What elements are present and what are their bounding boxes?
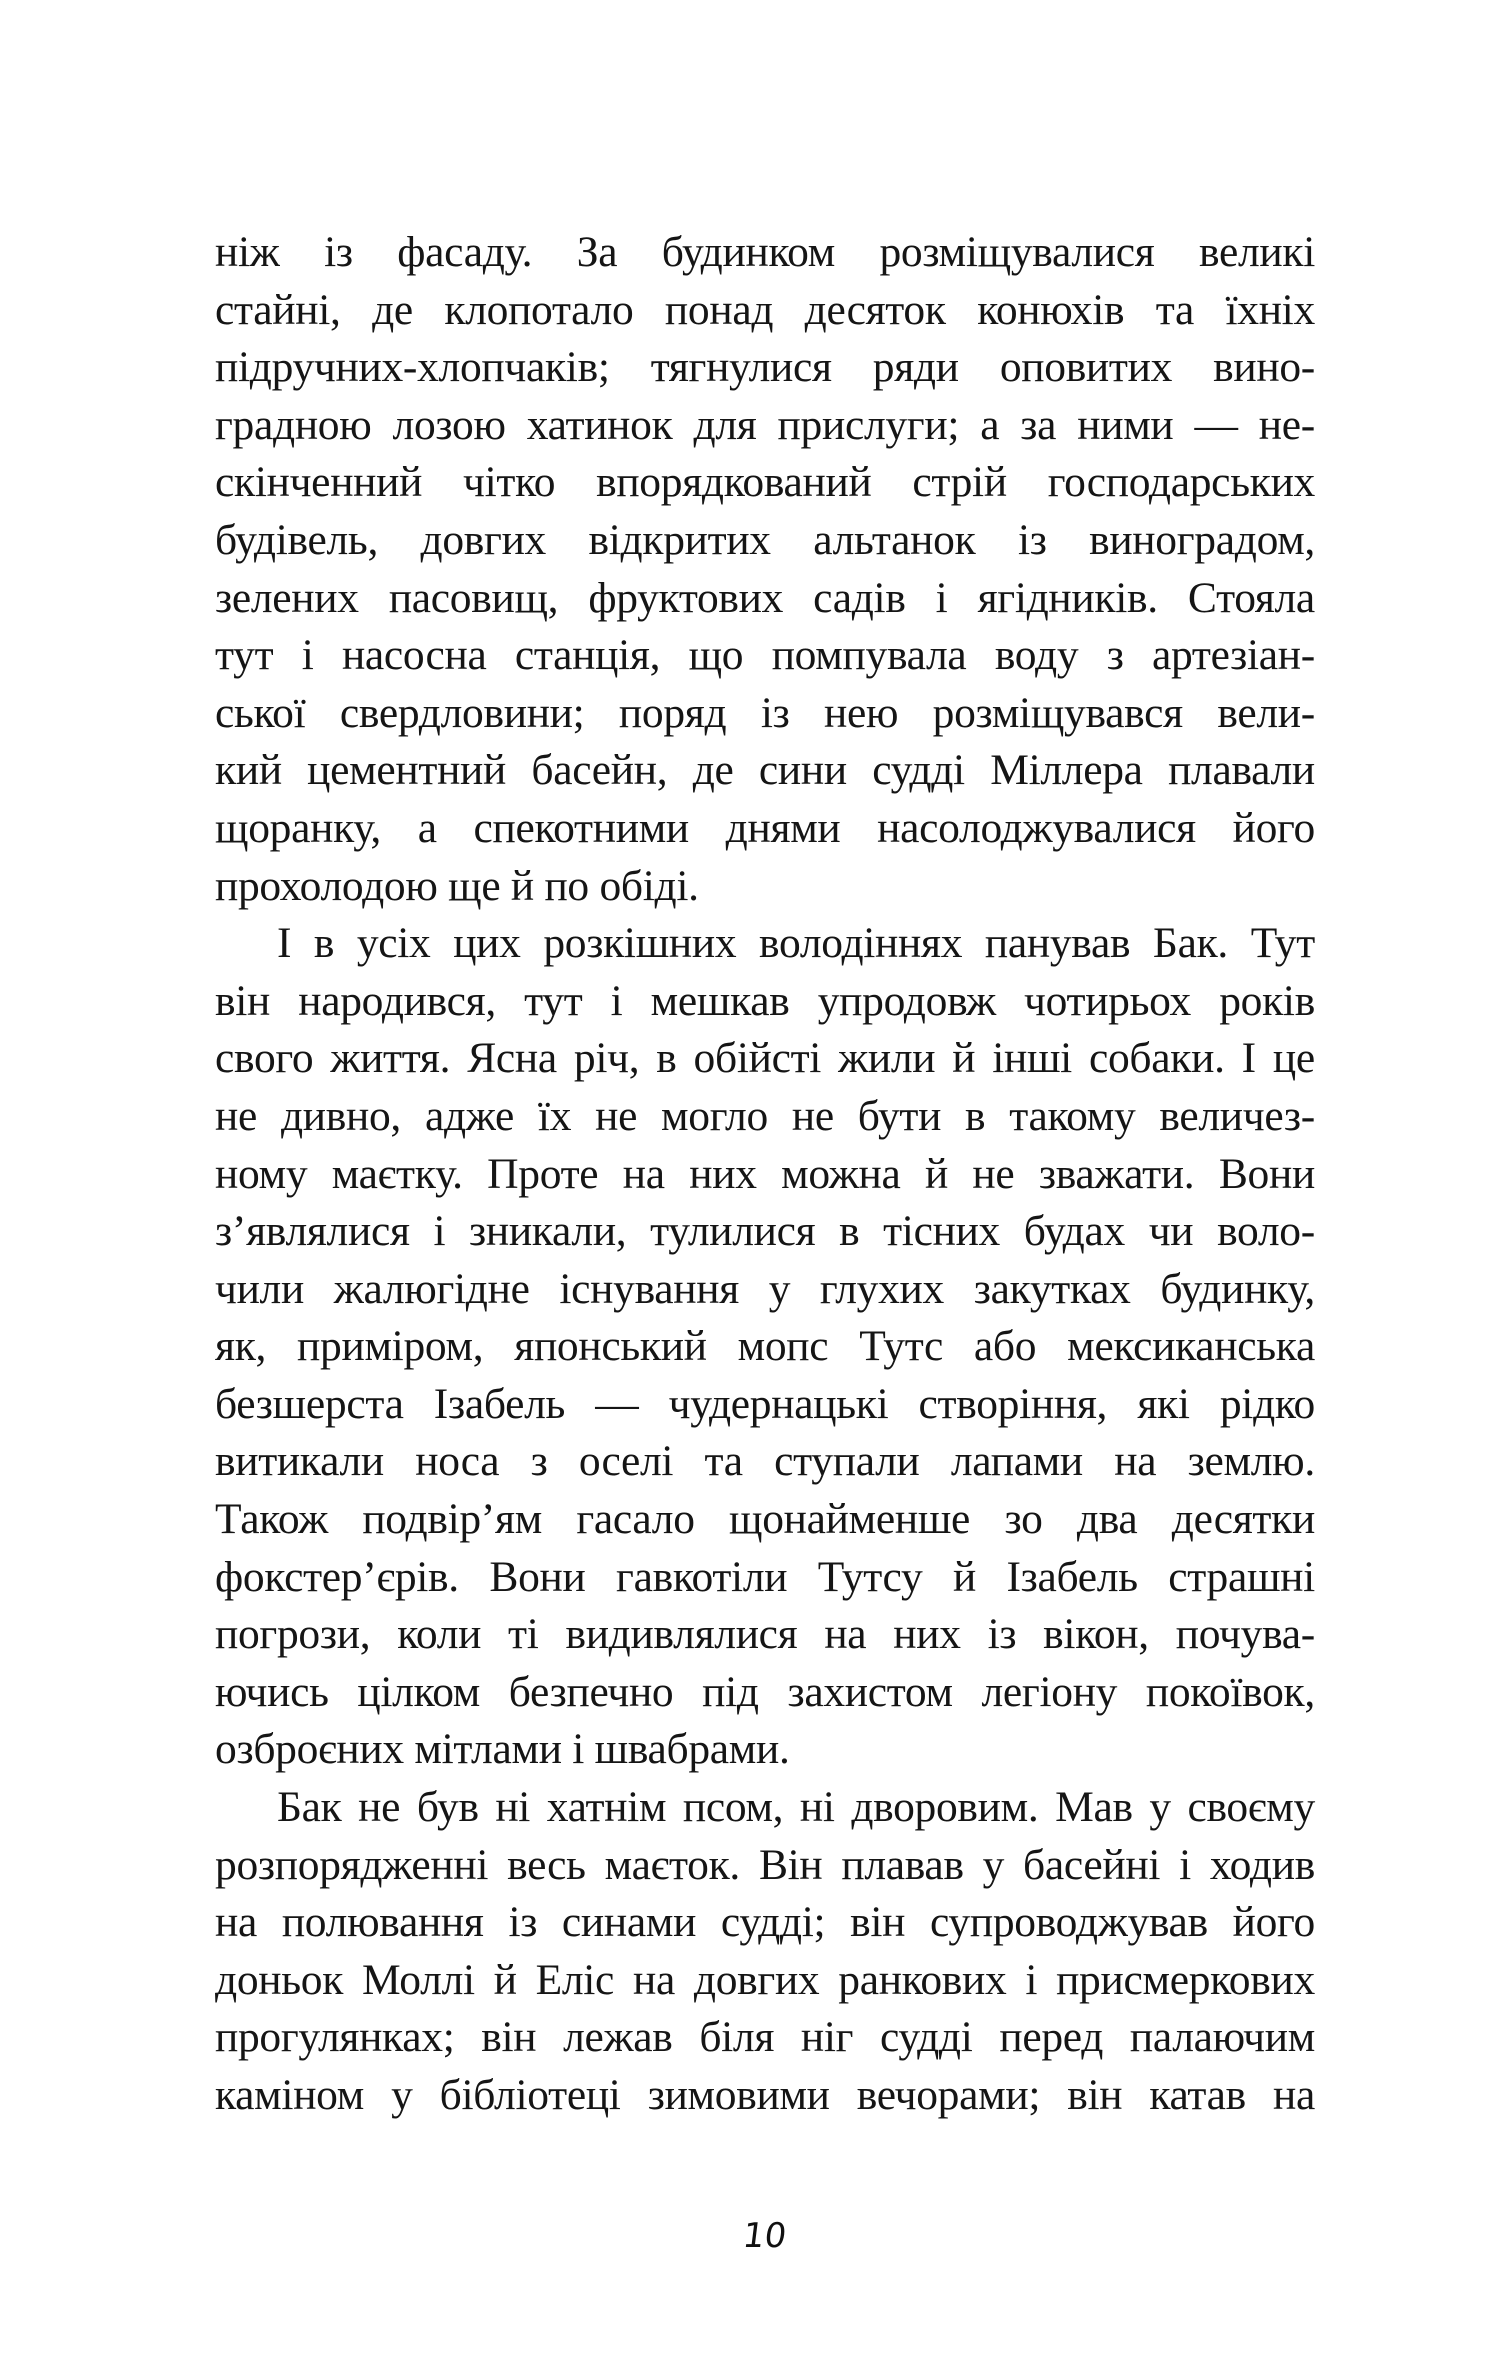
- text-line: прогулянках; він лежав біля ніг судді перед палаючим: [215, 2013, 1315, 2062]
- text-line: зелених пасовищ, фруктових садів і ягідників. Стояла: [215, 573, 1315, 622]
- text-line: ючись цілком безпечно під захистом легіону покоївок,: [215, 1667, 1315, 1716]
- text-line: стайні, де клопотало понад десяток конюхів та їхніх: [215, 285, 1315, 334]
- text-line: на полювання із синами судді; він супроводжував його: [215, 1898, 1315, 1947]
- text-block: [215, 224, 1315, 2125]
- page-number: 10: [740, 2216, 790, 2256]
- text-line: ської свердловини; поряд із нею розміщувався вели-: [215, 688, 1315, 737]
- text-line: кий цементний басейн, де сини судді Міллера плавали: [215, 746, 1315, 795]
- text-line: безшерста Ізабель — чудернацькі створіння, які рідко: [215, 1379, 1315, 1428]
- text-line: як, приміром, японський мопс Тутс або мексиканська: [215, 1322, 1315, 1371]
- text-line: ніж із фасаду. За будинком розміщувалися великі: [215, 228, 1315, 276]
- text-line: будівель, довгих відкритих альтанок із виноградом,: [215, 515, 1315, 564]
- text-line: він народився, тут і мешкав упродовж чотирьох років: [215, 976, 1315, 1025]
- text-line: щоранку, а спекотними днями насолоджувалися його: [215, 803, 1315, 852]
- text-line: підручних-хлопчаків; тягнулися ряди оповитих вино-: [215, 343, 1315, 392]
- text-line: Бак не був ні хатнім псом, ні дворовим. Мав у своєму: [277, 1783, 1315, 1832]
- text-line: доньок Моллі й Еліс на довгих ранкових і присмеркових: [215, 1955, 1315, 2004]
- text-line: розпорядженні весь маєток. Він плавав у басейні і ходив: [215, 1840, 1315, 1889]
- text-line: Також подвір’ям гасало щонайменше зо два десятки: [215, 1495, 1315, 1544]
- text-line: тут і насосна станція, що помпувала воду з артезіан-: [215, 631, 1315, 680]
- text-line: погрози, коли ті видивлялися на них із вікон, почува-: [215, 1610, 1315, 1659]
- paragraph: [215, 915, 1315, 1779]
- text-line: витикали носа з оселі та ступали лапами на землю.: [215, 1437, 1315, 1486]
- text-line: скінченний чітко впорядкований стрій господарських: [215, 458, 1315, 507]
- text-line: каміном у бібліотеці зимовими вечорами; він катав на: [215, 2071, 1315, 2119]
- text-line: озброєних мітлами і швабрами.: [215, 1725, 790, 1774]
- text-line: чили жалюгідне існування у глухих закутках будинку,: [215, 1264, 1315, 1313]
- text-line: ному маєтку. Проте на них можна й не зважати. Вони: [215, 1149, 1315, 1198]
- text-line: градною лозою хатинок для прислуги; а за ними — не-: [215, 400, 1315, 449]
- paragraph: [215, 1779, 1315, 2125]
- paragraph: [215, 224, 1315, 915]
- text-line: І в усіх цих розкішних володіннях панував Бак. Тут: [277, 919, 1315, 968]
- text-line: свого життя. Ясна річ, в обійсті жили й інші собаки. І це: [215, 1034, 1315, 1083]
- text-line: фокстер’єрів. Вони гавкотіли Тутсу й Ізабель страшні: [215, 1552, 1315, 1601]
- text-line: не дивно, адже їх не могло не бути в такому величез-: [215, 1091, 1315, 1140]
- page-number-container: [215, 2216, 1315, 2256]
- text-line: прохолодою ще й по обіді.: [215, 861, 699, 910]
- text-line: з’являлися і зникали, тулилися в тісних будах чи воло-: [215, 1207, 1315, 1256]
